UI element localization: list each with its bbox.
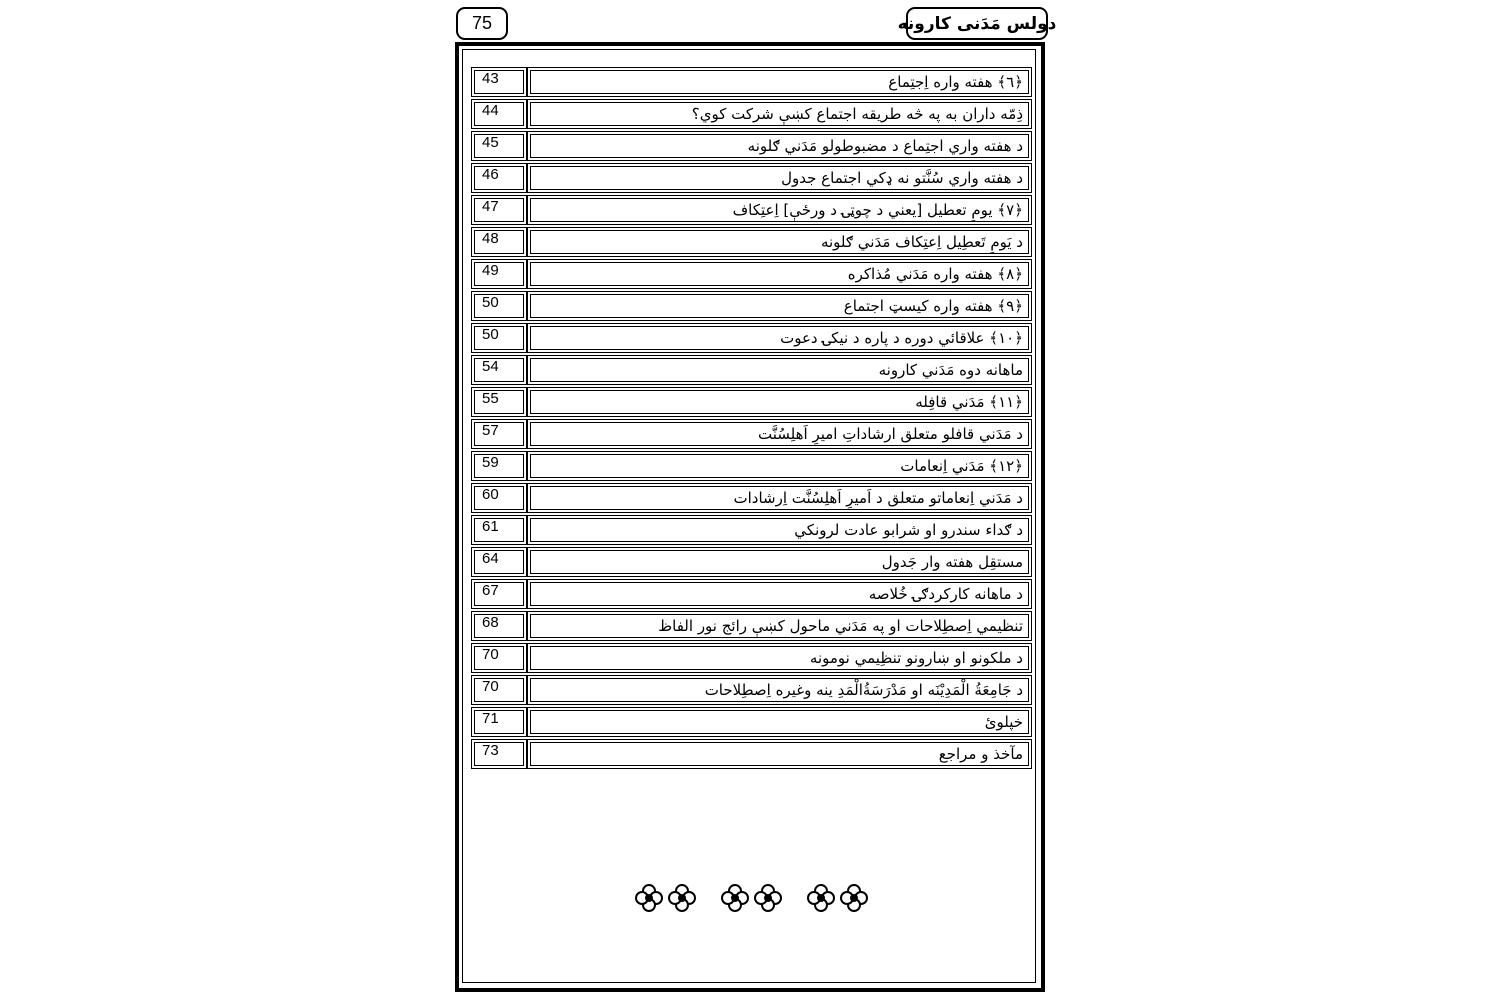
toc-page-number: 64	[471, 547, 527, 577]
toc-entry-title: د مَدَني اِنعاماتو متعلق د اَميرِ اَهلِسُنَّت اِرشادات	[527, 483, 1032, 513]
table-row	[471, 739, 1032, 769]
table-row	[471, 355, 1032, 385]
table-row	[471, 643, 1032, 673]
toc-entry-title: ذِمّه داران به په څه طريقه اجتماع کښې شرکت کوي؟	[527, 99, 1032, 129]
toc-entry-title: تنظيمي اِصطِلاحات او په مَدَني ماحول کښې رائج نور الفاظ	[527, 611, 1032, 641]
toc-entry-title: ﴿٦﴾ هفته واره اِجتِماع	[527, 67, 1032, 97]
ornament-row	[634, 878, 869, 918]
toc-page-number: 50	[471, 291, 527, 321]
ornament-group	[806, 883, 869, 913]
table-row	[471, 99, 1032, 129]
toc-entry-title: ﴿١٢﴾ مَدَني اِنعامات	[527, 451, 1032, 481]
table-of-contents	[471, 65, 1032, 771]
toc-page-number: 70	[471, 675, 527, 705]
toc-page-number: 57	[471, 419, 527, 449]
toc-page-number: 46	[471, 163, 527, 193]
table-row	[471, 547, 1032, 577]
flower-icon	[753, 883, 783, 913]
toc-entry-title: د مَدَني قافلو متعلق ارشاداتِ اميرِ اَهلِسُنَّت	[527, 419, 1032, 449]
toc-page-number: 45	[471, 131, 527, 161]
flower-icon	[839, 883, 869, 913]
table-row	[471, 291, 1032, 321]
table-row	[471, 195, 1032, 225]
toc-page-number: 67	[471, 579, 527, 609]
toc-entry-title: د يَومِ تَعطِيل اِعتِکاف مَدَني ګلونه	[527, 227, 1032, 257]
toc-page-number: 55	[471, 387, 527, 417]
toc-page-number: 59	[471, 451, 527, 481]
toc-entry-title: د هفته واري اجتِماع د مضبوطولو مَدَني ګلونه	[527, 131, 1032, 161]
book-title: دولس مَدَنی کارونه	[906, 7, 1048, 40]
toc-entry-title: د هفته واري سُنَّتو نه ډکي اجتماع جدول	[527, 163, 1032, 193]
toc-entry-title: د ملکونو او ښارونو تنظِيمي نومونه	[527, 643, 1032, 673]
toc-entry-title: د ماهانه کارکردګۍ خُلاصه	[527, 579, 1032, 609]
toc-page-number: 50	[471, 323, 527, 353]
toc-page-number: 68	[471, 611, 527, 641]
toc-entry-title: ﴿٨﴾ هفته واره مَدَني مُذاكره	[527, 259, 1032, 289]
flower-icon	[806, 883, 836, 913]
table-row	[471, 707, 1032, 737]
toc-page-number: 54	[471, 355, 527, 385]
toc-entry-title: ﴿٩﴾ هفته واره کيسټ اجتماع	[527, 291, 1032, 321]
toc-page-number: 71	[471, 707, 527, 737]
toc-entry-title: ماهانه دوه مَدَني کارونه	[527, 355, 1032, 385]
toc-page-number: 47	[471, 195, 527, 225]
table-row	[471, 323, 1032, 353]
toc-entry-title: ﴿١٠﴾ علاقائي دوره د پاره د نيکۍ دعوت	[527, 323, 1032, 353]
toc-entry-title: مآخذ و مراجع	[527, 739, 1032, 769]
table-row	[471, 163, 1032, 193]
ornament-group	[634, 883, 697, 913]
table-row	[471, 67, 1032, 97]
toc-entry-title: ﴿٧﴾ يومِ تعطيل [يعني د چوټۍ د ورځې] اِعتِكاف	[527, 195, 1032, 225]
flower-icon	[634, 883, 664, 913]
toc-page-number: 49	[471, 259, 527, 289]
toc-entry-title: ﴿١١﴾ مَدَني قافِله	[527, 387, 1032, 417]
table-row	[471, 259, 1032, 289]
toc-entry-title: مستقِل هفته وار جَدول	[527, 547, 1032, 577]
table-row	[471, 419, 1032, 449]
toc-page-number: 61	[471, 515, 527, 545]
toc-page-number: 44	[471, 99, 527, 129]
toc-entry-title: د جَامِعَةُ الْمَدِيْنَه او مَدْرَسَةُالْمَدِ ينه وغيره اِصطِلاحات	[527, 675, 1032, 705]
table-row	[471, 579, 1032, 609]
toc-entry-title: خپلوئ	[527, 707, 1032, 737]
table-row	[471, 227, 1032, 257]
table-row	[471, 131, 1032, 161]
table-row	[471, 387, 1032, 417]
toc-page-number: 60	[471, 483, 527, 513]
table-row	[471, 451, 1032, 481]
table-row	[471, 483, 1032, 513]
toc-page-number: 70	[471, 643, 527, 673]
toc-entry-title: د ګداء سندرو او شرابو عادت لرونکي	[527, 515, 1032, 545]
table-row	[471, 675, 1032, 705]
page-number: 75	[456, 7, 508, 40]
flower-icon	[720, 883, 750, 913]
table-row	[471, 611, 1032, 641]
ornament-group	[720, 883, 783, 913]
table-row	[471, 515, 1032, 545]
flower-icon	[667, 883, 697, 913]
toc-page-number: 73	[471, 739, 527, 769]
toc-page-number: 43	[471, 67, 527, 97]
toc-page-number: 48	[471, 227, 527, 257]
